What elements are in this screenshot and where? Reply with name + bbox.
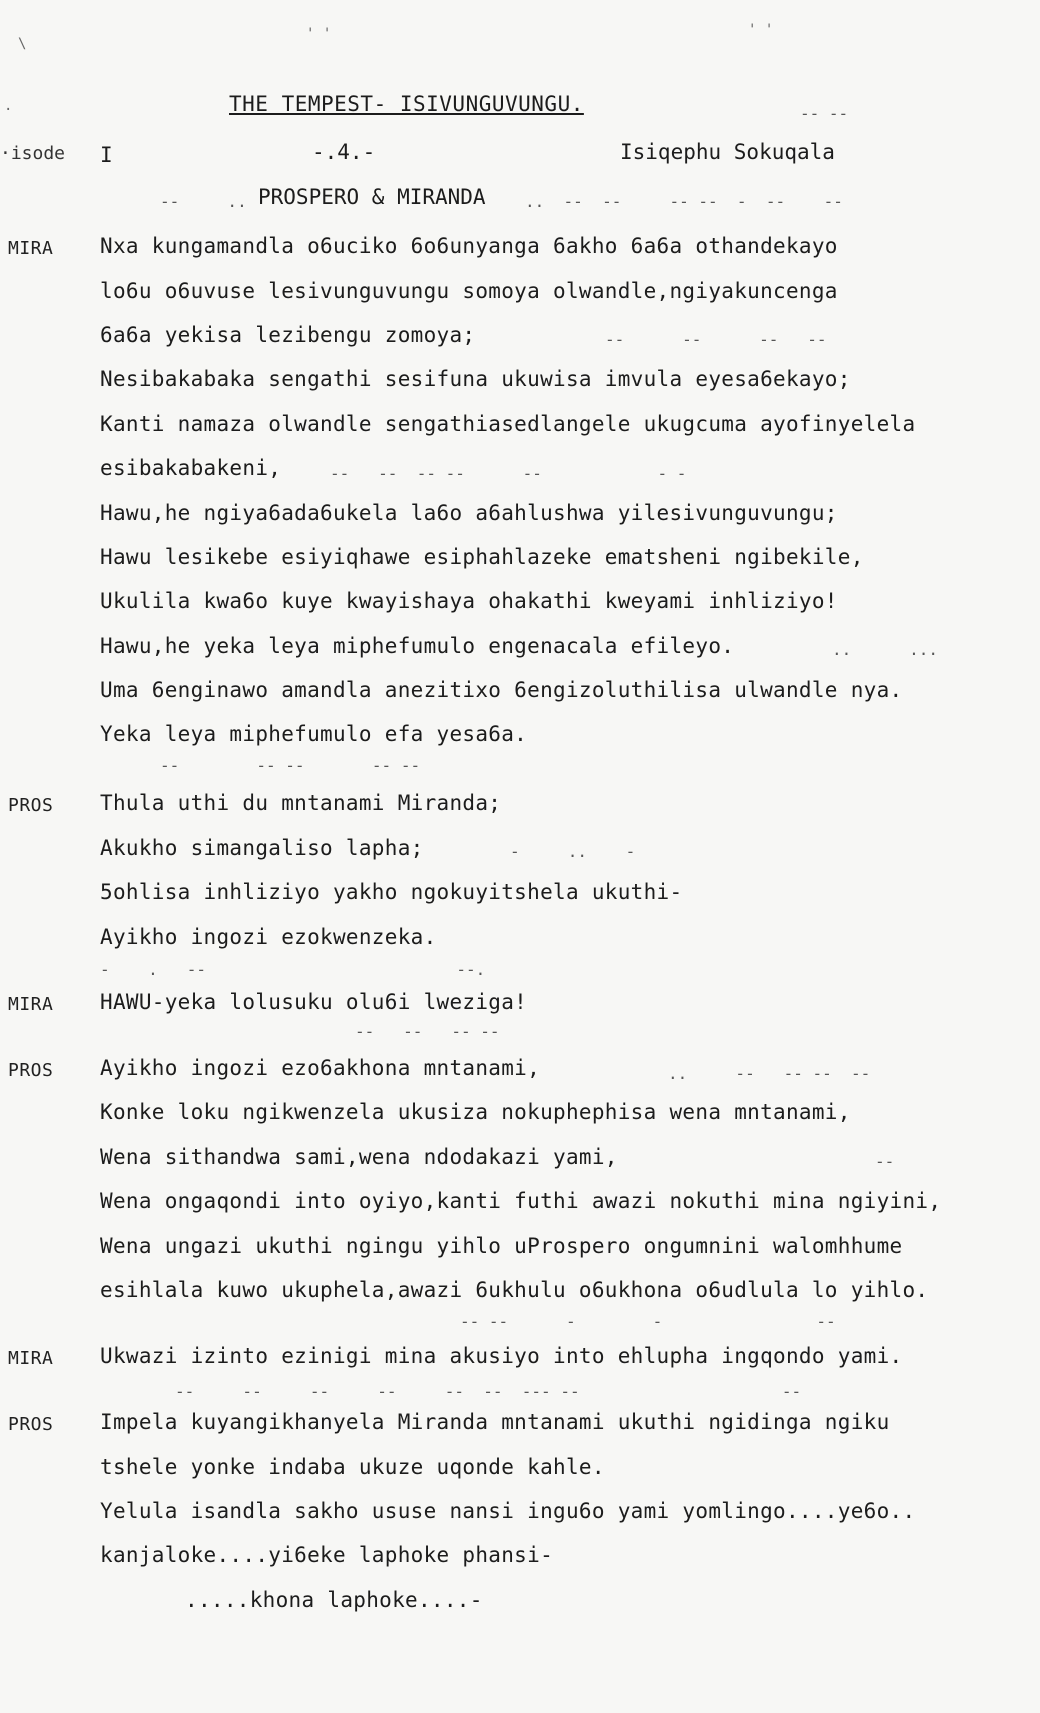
stray-mark: . <box>4 98 13 114</box>
typed-dashes: - . -- --. <box>100 960 486 979</box>
typed-dashes: - .. - <box>510 842 636 861</box>
speaker-label: PROS <box>8 1060 54 1081</box>
dialogue-line: 6a6a yekisa lezibengu zomoya; <box>100 323 476 347</box>
dialogue-line: Nesibakabaka sengathi sesifuna ukuwisa imvula eyesa6ekayo; <box>100 367 851 391</box>
speaker-label: MIRA <box>8 238 54 259</box>
speaker-label: PROS <box>8 795 54 816</box>
dialogue-line: kanjaloke....yi6eke laphoke phansi- <box>100 1543 554 1567</box>
dialogue-line: Ukwazi izinto ezinigi mina akusiyo into ehlupha ingqondo yami. <box>100 1344 903 1368</box>
dialogue-line: Kanti namaza olwandle sengathiasedlangele ukugcuma ayofinyelela <box>100 412 916 436</box>
speaker-label: MIRA <box>8 1348 54 1369</box>
speaker-label: PROS <box>8 1414 54 1435</box>
typed-dashes: -- -- -- -- -- - - <box>330 464 687 483</box>
dialogue-line: Impela kuyangikhanyela Miranda mntanami ukuthi ngidinga ngiku <box>100 1410 890 1434</box>
dialogue-line: 5ohlisa inhliziyo yakho ngokuyitshela ukuthi- <box>100 880 683 904</box>
typed-dashes: .. -- -- -- -- <box>668 1064 871 1083</box>
typed-dashes: -- -- -- -- <box>605 330 827 349</box>
dialogue-line: lo6u o6uvuse lesivunguvungu somoya olwandle,ngiyakuncenga <box>100 279 838 303</box>
typed-dashes: -- <box>875 1152 895 1171</box>
stray-mark: ' ' <box>306 26 332 42</box>
dialogue-line: Nxa kungamandla o6uciko 6o6unyanga 6akho 6a6a othandekayo <box>100 234 838 258</box>
dialogue-line: Ukulila kwa6o kuye kwayishaya ohakathi kweyami inhliziyo! <box>100 589 838 613</box>
dialogue-line: Ayikho ingozi ezokwenzeka. <box>100 925 437 949</box>
typed-dashes: -- -- - - -- <box>460 1312 836 1331</box>
stray-mark: ' ' <box>748 22 774 38</box>
dialogue-line: Hawu lesikebe esiyiqhawe esiphahlazeke ematsheni ngibekile, <box>100 545 864 569</box>
dialogue-line: esihlala kuwo ukuphela,awazi 6ukhulu o6ukhona o6udlula lo yihlo. <box>100 1278 929 1302</box>
dialogue-line: Thula uthi du mntanami Miranda; <box>100 791 502 815</box>
dialogue-line: Hawu,he ngiya6ada6ukela la6o a6ahlushwa yilesivunguvungu; <box>100 501 838 525</box>
dialogue-line: Yelula isandla sakho ususe nansi ingu6o yami yomlingo....ye6o.. <box>100 1499 916 1523</box>
typed-dashes: -- -- -- -- -- -- --- -- -- <box>175 1382 802 1401</box>
typed-dashes: -- -- -- -- <box>355 1022 500 1041</box>
cast-heading: PROSPERO & MIRANDA <box>258 185 486 209</box>
typed-dashes: -- -- <box>800 104 849 123</box>
section-heading: Isiqephu Sokuqala <box>620 140 835 164</box>
page-number: -.4.- <box>312 140 376 164</box>
episode-number: I <box>100 143 113 167</box>
dialogue-line: Ayikho ingozi ezo6akhona mntanami, <box>100 1056 541 1080</box>
dialogue-line: Hawu,he yeka leya miphefumulo engenacala efileyo. <box>100 634 735 658</box>
dialogue-line: tshele yonke indaba ukuze uqonde kahle. <box>100 1455 605 1479</box>
typed-dashes: .. ... <box>832 640 938 659</box>
typed-dashes: -- .. <box>160 192 247 211</box>
dialogue-line: Wena ongaqondi into oyiyo,kanti futhi awazi nokuthi mina ngiyini, <box>100 1189 942 1213</box>
margin-label: ·isode <box>0 143 66 164</box>
dialogue-line: .....khona laphoke....- <box>185 1588 483 1612</box>
typed-dashes: -- -- -- -- -- <box>160 756 421 775</box>
dialogue-line: Akukho simangaliso lapha; <box>100 836 424 860</box>
dialogue-line: esibakabakeni, <box>100 456 282 480</box>
document-title: THE TEMPEST- ISIVUNGUVUNGU. <box>229 92 584 116</box>
dialogue-line: Konke loku ngikwenzela ukusiza nokuphephisa wena mntanami, <box>100 1100 851 1124</box>
dialogue-line: Uma 6enginawo amandla anezitixo 6engizoluthilisa ulwandle nya. <box>100 678 903 702</box>
stray-mark: \ <box>18 36 27 52</box>
dialogue-line: Wena ungazi ukuthi ngingu yihlo uProspero ongumnini walomhhume <box>100 1234 903 1258</box>
dialogue-line: HAWU-yeka lolusuku olu6i lweziga! <box>100 990 528 1014</box>
speaker-label: MIRA <box>8 994 54 1015</box>
dialogue-line: Yeka leya miphefumulo efa yesa6a. <box>100 722 528 746</box>
dialogue-line: Wena sithandwa sami,wena ndodakazi yami, <box>100 1145 618 1169</box>
typed-dashes: .. -- -- -- -- - -- -- <box>525 192 843 211</box>
